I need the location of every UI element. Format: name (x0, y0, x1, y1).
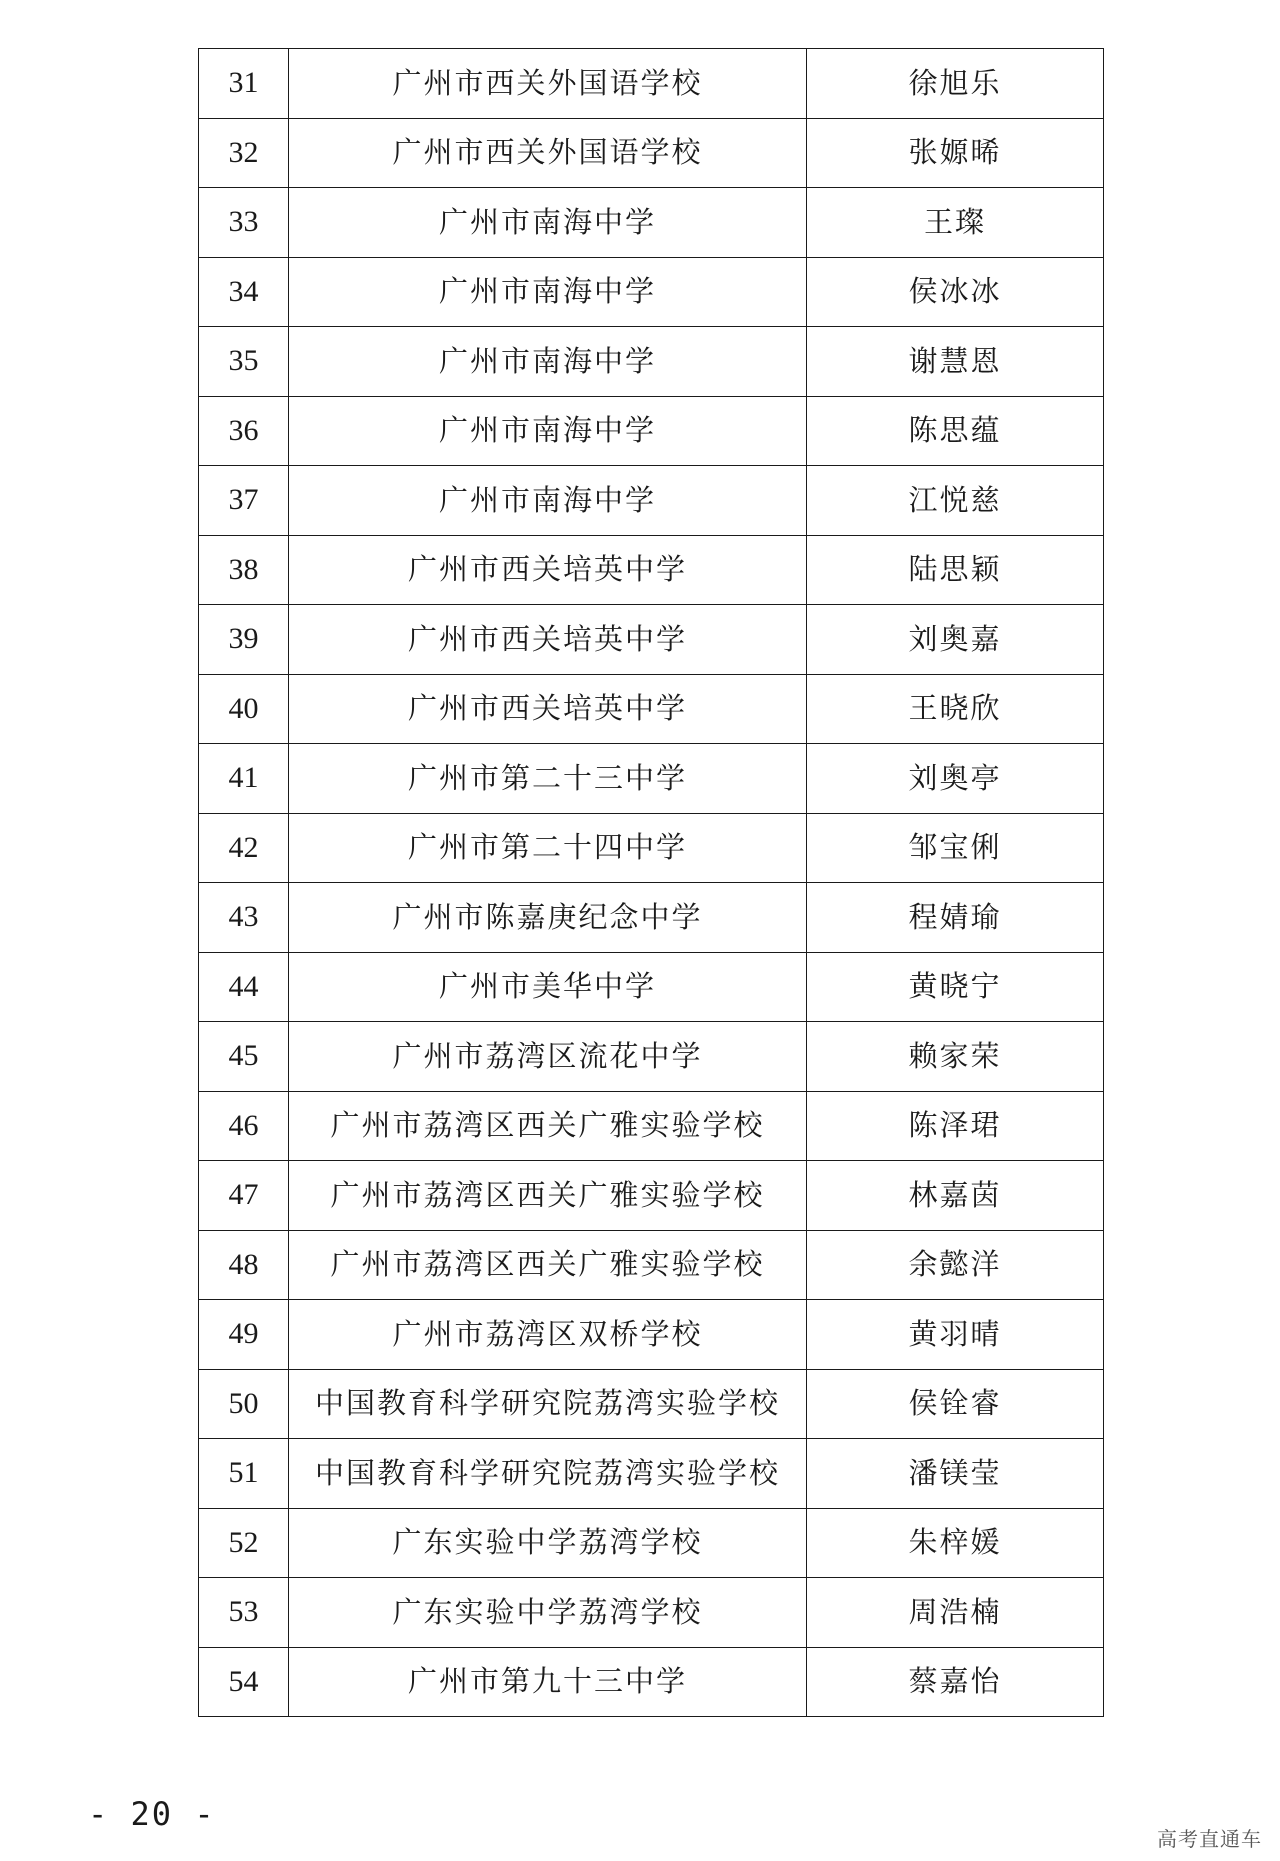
table-row (199, 1439, 1104, 1509)
table-row (199, 1369, 1104, 1439)
table-row (199, 674, 1104, 744)
student-name-cell: 黄晓宁 (807, 952, 1104, 1022)
row-number-cell: 41 (199, 744, 289, 814)
page-number: - 20 - (88, 1795, 216, 1833)
row-number-cell: 31 (199, 49, 289, 119)
row-number-cell: 35 (199, 327, 289, 397)
row-number-cell: 39 (199, 605, 289, 675)
student-name-cell: 侯铨睿 (807, 1369, 1104, 1439)
student-name-cell: 王璨 (807, 188, 1104, 258)
row-number-cell: 32 (199, 118, 289, 188)
school-cell: 中国教育科学研究院荔湾实验学校 (289, 1369, 807, 1439)
student-name-cell: 刘奥亭 (807, 744, 1104, 814)
table-row (199, 1647, 1104, 1717)
row-number-cell: 43 (199, 883, 289, 953)
school-cell: 广州市荔湾区双桥学校 (289, 1300, 807, 1370)
school-cell: 广州市南海中学 (289, 466, 807, 536)
table-row (199, 1091, 1104, 1161)
school-cell: 广州市南海中学 (289, 257, 807, 327)
row-number-cell: 46 (199, 1091, 289, 1161)
student-name-cell: 蔡嘉怡 (807, 1647, 1104, 1717)
school-cell: 广州市南海中学 (289, 188, 807, 258)
table-row (199, 1022, 1104, 1092)
table-row (199, 813, 1104, 883)
school-cell: 广州市西关培英中学 (289, 605, 807, 675)
student-name-cell: 侯冰冰 (807, 257, 1104, 327)
school-cell: 广州市南海中学 (289, 396, 807, 466)
table-row (199, 396, 1104, 466)
row-number-cell: 33 (199, 188, 289, 258)
table-row (199, 49, 1104, 119)
table-row (199, 883, 1104, 953)
table-row (199, 327, 1104, 397)
row-number-cell: 44 (199, 952, 289, 1022)
row-number-cell: 42 (199, 813, 289, 883)
table-row (199, 1300, 1104, 1370)
student-name-cell: 陈泽珺 (807, 1091, 1104, 1161)
student-name-cell: 张嫄晞 (807, 118, 1104, 188)
row-number-cell: 53 (199, 1578, 289, 1648)
watermark: 高考直通车 (1157, 1827, 1262, 1851)
table-row (199, 952, 1104, 1022)
school-cell: 广州市美华中学 (289, 952, 807, 1022)
row-number-cell: 49 (199, 1300, 289, 1370)
table-row (199, 744, 1104, 814)
row-number-cell: 37 (199, 466, 289, 536)
roster-table-body (199, 49, 1104, 1717)
table-row (199, 535, 1104, 605)
row-number-cell: 45 (199, 1022, 289, 1092)
row-number-cell: 34 (199, 257, 289, 327)
school-cell: 广州市西关外国语学校 (289, 118, 807, 188)
school-cell: 中国教育科学研究院荔湾实验学校 (289, 1439, 807, 1509)
table-row (199, 1230, 1104, 1300)
student-name-cell: 周浩楠 (807, 1578, 1104, 1648)
row-number-cell: 51 (199, 1439, 289, 1509)
row-number-cell: 50 (199, 1369, 289, 1439)
table-row (199, 466, 1104, 536)
student-name-cell: 陆思颖 (807, 535, 1104, 605)
table-row (199, 1161, 1104, 1231)
student-name-cell: 邹宝俐 (807, 813, 1104, 883)
row-number-cell: 48 (199, 1230, 289, 1300)
school-cell: 广州市第二十三中学 (289, 744, 807, 814)
row-number-cell: 47 (199, 1161, 289, 1231)
table-row (199, 257, 1104, 327)
student-name-cell: 陈思蕴 (807, 396, 1104, 466)
school-cell: 广州市南海中学 (289, 327, 807, 397)
student-name-cell: 刘奥嘉 (807, 605, 1104, 675)
student-name-cell: 程婧瑜 (807, 883, 1104, 953)
table-row (199, 1578, 1104, 1648)
student-name-cell: 王晓欣 (807, 674, 1104, 744)
school-cell: 广州市荔湾区流花中学 (289, 1022, 807, 1092)
roster-table (198, 48, 1104, 1717)
school-cell: 广州市西关培英中学 (289, 674, 807, 744)
table-row (199, 188, 1104, 258)
student-name-cell: 江悦慈 (807, 466, 1104, 536)
student-name-cell: 潘镁莹 (807, 1439, 1104, 1509)
row-number-cell: 40 (199, 674, 289, 744)
student-name-cell: 余懿洋 (807, 1230, 1104, 1300)
school-cell: 广州市荔湾区西关广雅实验学校 (289, 1161, 807, 1231)
table-row (199, 1508, 1104, 1578)
student-name-cell: 徐旭乐 (807, 49, 1104, 119)
table-row (199, 605, 1104, 675)
student-name-cell: 朱梓媛 (807, 1508, 1104, 1578)
school-cell: 广州市西关培英中学 (289, 535, 807, 605)
school-cell: 广州市第二十四中学 (289, 813, 807, 883)
student-name-cell: 赖家荣 (807, 1022, 1104, 1092)
school-cell: 广州市西关外国语学校 (289, 49, 807, 119)
school-cell: 广州市荔湾区西关广雅实验学校 (289, 1230, 807, 1300)
row-number-cell: 36 (199, 396, 289, 466)
row-number-cell: 54 (199, 1647, 289, 1717)
student-name-cell: 谢慧恩 (807, 327, 1104, 397)
school-cell: 广州市第九十三中学 (289, 1647, 807, 1717)
school-cell: 广东实验中学荔湾学校 (289, 1578, 807, 1648)
school-cell: 广州市陈嘉庚纪念中学 (289, 883, 807, 953)
student-name-cell: 黄羽晴 (807, 1300, 1104, 1370)
row-number-cell: 52 (199, 1508, 289, 1578)
school-cell: 广州市荔湾区西关广雅实验学校 (289, 1091, 807, 1161)
table-row (199, 118, 1104, 188)
school-cell: 广东实验中学荔湾学校 (289, 1508, 807, 1578)
row-number-cell: 38 (199, 535, 289, 605)
student-name-cell: 林嘉茵 (807, 1161, 1104, 1231)
